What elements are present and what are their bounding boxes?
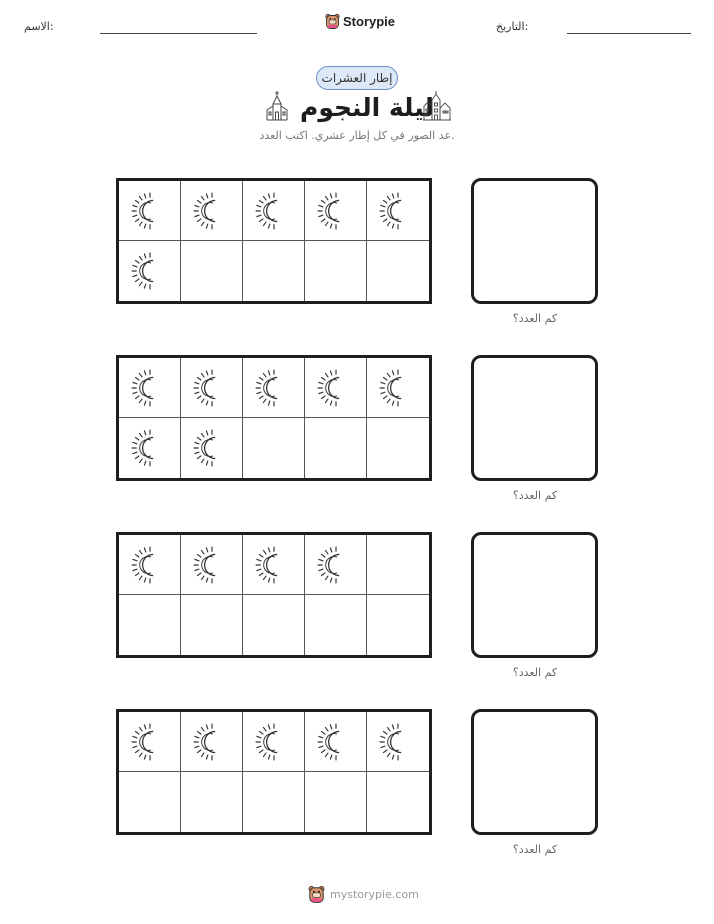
ten-frame-cell bbox=[181, 418, 243, 478]
bear-icon bbox=[308, 885, 325, 904]
crescent-moon-sun-icon bbox=[317, 546, 355, 584]
answer-box[interactable] bbox=[471, 178, 598, 304]
crescent-moon-sun-icon bbox=[317, 369, 355, 407]
worksheet-type-badge: إطار العشرات bbox=[316, 66, 398, 90]
ten-frame-cell bbox=[243, 712, 305, 772]
crescent-moon-sun-icon bbox=[131, 252, 169, 290]
crescent-moon-sun-icon bbox=[255, 546, 293, 584]
storypie-logo bbox=[325, 13, 395, 30]
answer-box[interactable] bbox=[471, 355, 598, 481]
date-label: التاريخ: bbox=[496, 20, 529, 33]
date-field[interactable] bbox=[567, 33, 691, 34]
ten-frame-cell bbox=[305, 772, 367, 832]
ten-frame-cell bbox=[243, 358, 305, 418]
crescent-moon-sun-icon bbox=[131, 723, 169, 761]
crescent-moon-sun-icon bbox=[379, 192, 417, 230]
ten-frame-cell bbox=[367, 712, 429, 772]
ten-frame bbox=[116, 178, 432, 304]
ten-frame-cell bbox=[243, 181, 305, 241]
ten-frame-cell bbox=[305, 535, 367, 595]
crescent-moon-sun-icon bbox=[131, 192, 169, 230]
ten-frame bbox=[116, 355, 432, 481]
ten-frame-cell bbox=[367, 535, 429, 595]
ten-frame-cell bbox=[181, 772, 243, 832]
ten-frame bbox=[116, 532, 432, 658]
crescent-moon-sun-icon bbox=[317, 192, 355, 230]
ten-frame-cell bbox=[305, 241, 367, 301]
ten-frame-cell bbox=[243, 418, 305, 478]
answer-box[interactable] bbox=[471, 532, 598, 658]
ten-frame-cell bbox=[119, 418, 181, 478]
ten-frame-cell bbox=[305, 712, 367, 772]
crescent-moon-sun-icon bbox=[255, 723, 293, 761]
ten-frame-cell bbox=[181, 241, 243, 301]
bear-icon bbox=[325, 13, 340, 30]
how-many-prompt: كم العدد؟ bbox=[512, 489, 558, 502]
crescent-moon-sun-icon bbox=[193, 192, 231, 230]
crescent-moon-sun-icon bbox=[379, 369, 417, 407]
how-many-prompt: كم العدد؟ bbox=[512, 843, 558, 856]
ten-frame-cell bbox=[243, 535, 305, 595]
ten-frame-cell bbox=[243, 595, 305, 655]
ten-frame-cell bbox=[367, 181, 429, 241]
how-many-prompt: كم العدد؟ bbox=[512, 666, 558, 679]
ten-frame-cell bbox=[243, 772, 305, 832]
crescent-moon-sun-icon bbox=[379, 723, 417, 761]
ten-frame-cell bbox=[119, 241, 181, 301]
ten-frame-cell bbox=[305, 358, 367, 418]
page-title: ليلة النجوم bbox=[300, 93, 434, 122]
ten-frame-cell bbox=[119, 712, 181, 772]
crescent-moon-sun-icon bbox=[131, 429, 169, 467]
crescent-moon-sun-icon bbox=[193, 369, 231, 407]
ten-frame-cell bbox=[367, 241, 429, 301]
ten-frame-cell bbox=[119, 595, 181, 655]
name-label: الاسم: bbox=[24, 20, 54, 33]
name-field[interactable] bbox=[100, 33, 257, 34]
ten-frame-cell bbox=[181, 181, 243, 241]
ten-frame-cell bbox=[243, 241, 305, 301]
crescent-moon-sun-icon bbox=[317, 723, 355, 761]
ten-frame-cell bbox=[305, 181, 367, 241]
answer-box[interactable] bbox=[471, 709, 598, 835]
crescent-moon-sun-icon bbox=[193, 723, 231, 761]
ten-frame-cell bbox=[181, 535, 243, 595]
crescent-moon-sun-icon bbox=[131, 369, 169, 407]
footer-url: mystorypie.com bbox=[330, 888, 419, 901]
crescent-moon-sun-icon bbox=[193, 429, 231, 467]
ten-frame-cell bbox=[367, 418, 429, 478]
footer bbox=[308, 885, 419, 904]
logo-text: Storypie bbox=[343, 14, 396, 29]
town-icon bbox=[422, 90, 452, 122]
ten-frame-cell bbox=[305, 595, 367, 655]
crescent-moon-sun-icon bbox=[193, 546, 231, 584]
ten-frame-cell bbox=[181, 358, 243, 418]
ten-frame-cell bbox=[119, 535, 181, 595]
ten-frame bbox=[116, 709, 432, 835]
ten-frame-cell bbox=[367, 772, 429, 832]
crescent-moon-sun-icon bbox=[131, 546, 169, 584]
ten-frame-cell bbox=[181, 712, 243, 772]
ten-frame-cell bbox=[181, 595, 243, 655]
ten-frame-cell bbox=[119, 358, 181, 418]
church-icon bbox=[265, 90, 289, 122]
crescent-moon-sun-icon bbox=[255, 369, 293, 407]
how-many-prompt: كم العدد؟ bbox=[512, 312, 558, 325]
crescent-moon-sun-icon bbox=[255, 192, 293, 230]
ten-frame-cell bbox=[367, 595, 429, 655]
ten-frame-cell bbox=[119, 181, 181, 241]
ten-frame-cell bbox=[367, 358, 429, 418]
ten-frame-cell bbox=[119, 772, 181, 832]
instructions: عد الصور في كل إطار عشري. اكتب العدد. bbox=[259, 129, 455, 142]
ten-frame-cell bbox=[305, 418, 367, 478]
